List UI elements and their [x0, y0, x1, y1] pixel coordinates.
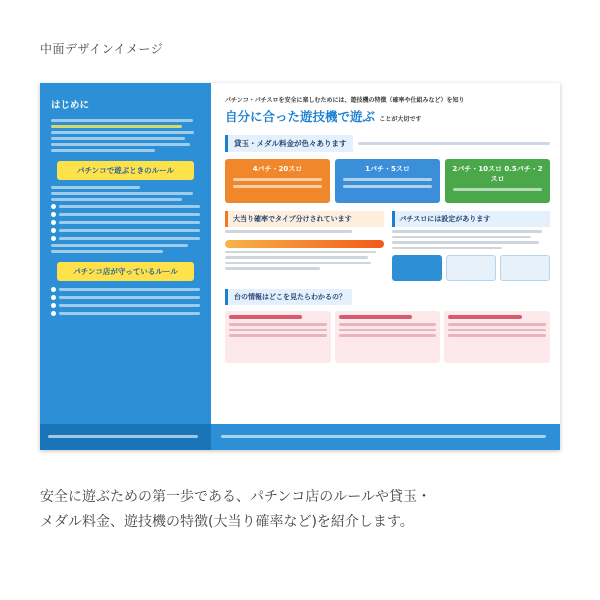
type-pill [446, 255, 496, 281]
probability-arrow [225, 240, 384, 248]
type-pill [392, 255, 442, 281]
right-column [211, 83, 560, 450]
tip-box [335, 311, 441, 363]
section-check-title: 台の情報はどこを見たらわかるの？ [225, 289, 352, 305]
rate-box: 1パチ・5スロ [335, 159, 440, 203]
rule-bullet [51, 228, 200, 233]
section-rates-title: 貸玉・メダル料金が色々あります [225, 135, 353, 152]
section-settings-title: パチスロには設定があります [392, 211, 551, 227]
headline-suffix: ことが大切です [379, 116, 422, 123]
rule-bullet [51, 295, 200, 300]
rule-bullet [51, 204, 200, 209]
intro-text [51, 119, 200, 152]
page-label: 中面デザインイメージ [40, 42, 164, 56]
type-pill [500, 255, 550, 281]
banner-store-rules: パチンコ店が守っているルール [57, 262, 194, 281]
caption-line-2: メダル料金、遊技機の特徴(大当り確率など)を紹介します。 [40, 514, 414, 530]
caption-line-1: 安全に遊ぶための第一歩である、パチンコ店のルールや貸玉・ [40, 489, 432, 505]
section-rates [225, 135, 550, 152]
rule-bullet [51, 311, 200, 316]
right-footer [211, 424, 560, 450]
rule-bullet [51, 212, 200, 217]
left-heading: はじめに [51, 100, 90, 111]
tip-boxes [225, 311, 550, 363]
shop-rules-text [51, 186, 200, 201]
section-types-title: 大当り確率でタイプ分けされています [225, 211, 384, 227]
rate-box: 2パチ・10スロ 0.5パチ・2スロ [445, 159, 550, 203]
rate-box: 4パチ・20スロ [225, 159, 330, 203]
section-check [225, 289, 550, 305]
rule-bullet [51, 303, 200, 308]
left-footer [40, 424, 211, 450]
rule-bullet [51, 220, 200, 225]
rate-boxes [225, 159, 550, 203]
left-column [40, 83, 211, 450]
tip-box [225, 311, 331, 363]
settings-column [392, 211, 551, 281]
two-column-section [225, 211, 550, 281]
headline-main: 自分に合った遊技機で遊ぶ [225, 109, 376, 124]
tip-box [444, 311, 550, 363]
banner-shop-rules: パチンコで遊ぶときのルール [57, 161, 194, 180]
rule-bullet [51, 287, 200, 292]
caption [40, 485, 560, 535]
rule-bullet [51, 236, 200, 241]
headline [225, 107, 550, 125]
types-column [225, 211, 384, 281]
brochure-spread [40, 83, 560, 450]
kicker-text: パチンコ・パチスロを安全に楽しむためには、遊技機の特徴（確率や仕組みなど）を知り [225, 97, 465, 104]
